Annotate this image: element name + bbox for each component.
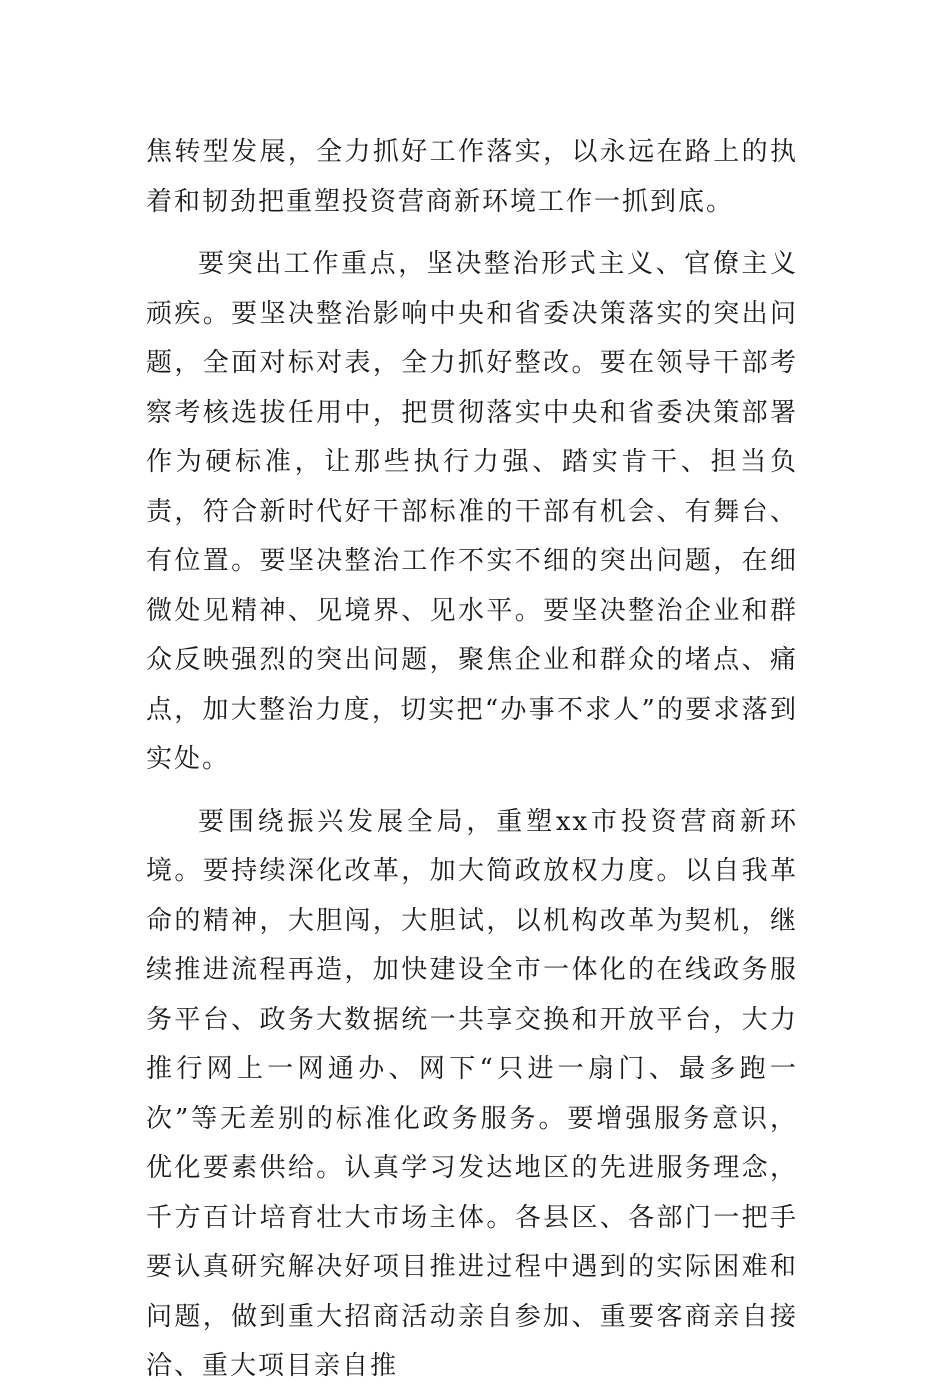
paragraph-business-environment: 要围绕振兴发展全局，重塑xx市投资营商新环境。要持续深化改革，加大简政放权力度。以自我革命的精神，大胆闯，大胆试，以机构改革为契机，继续推进流程再造，加快建设全市一体化的在线政务服务平台、政务大数据统一共享交换和开放平台，大力推行网上一网通办、网下“只进一扇门、最多跑一次”等无差别的标准化政务服务。要增强服务意识，优化要素供给。认真学习发达地区的先进服务理念，千方百计培育壮大市场主体。各县区、各部门一把手要认真研究解决好项目推进过程中遇到的实际困难和问题，做到重大招商活动亲自参加、重要客商亲自接洽、重大项目亲自推 xyxy=(146,806,798,1381)
document-body xyxy=(146,128,798,1392)
paragraph-continuation: 焦转型发展，全力抓好工作落实，以永远在路上的执着和韧劲把重塑投资营商新环境工作一抓到底。 xyxy=(146,137,798,217)
paragraph-gap xyxy=(146,227,798,240)
paragraph-gap xyxy=(146,785,798,798)
paragraph-work-focus: 要突出工作重点，坚决整治形式主义、官僚主义顽疾。要坚决整治影响中央和省委决策落实的突出问题，全面对标对表，全力抓好整改。要在领导干部考察考核选拔任用中，把贯彻落实中央和省委决策部署作为硬标准，让那些执行力强、踏实肯干、担当负责，符合新时代好干部标准的干部有机会、有舞台、有位置。要坚决整治工作不实不细的突出问题，在细微处见精神、见境界、见水平。要坚决整治企业和群众反映强烈的突出问题，聚焦企业和群众的堵点、痛点，加大整治力度，切实把“办事不求人”的要求落到实处。 xyxy=(146,249,798,774)
